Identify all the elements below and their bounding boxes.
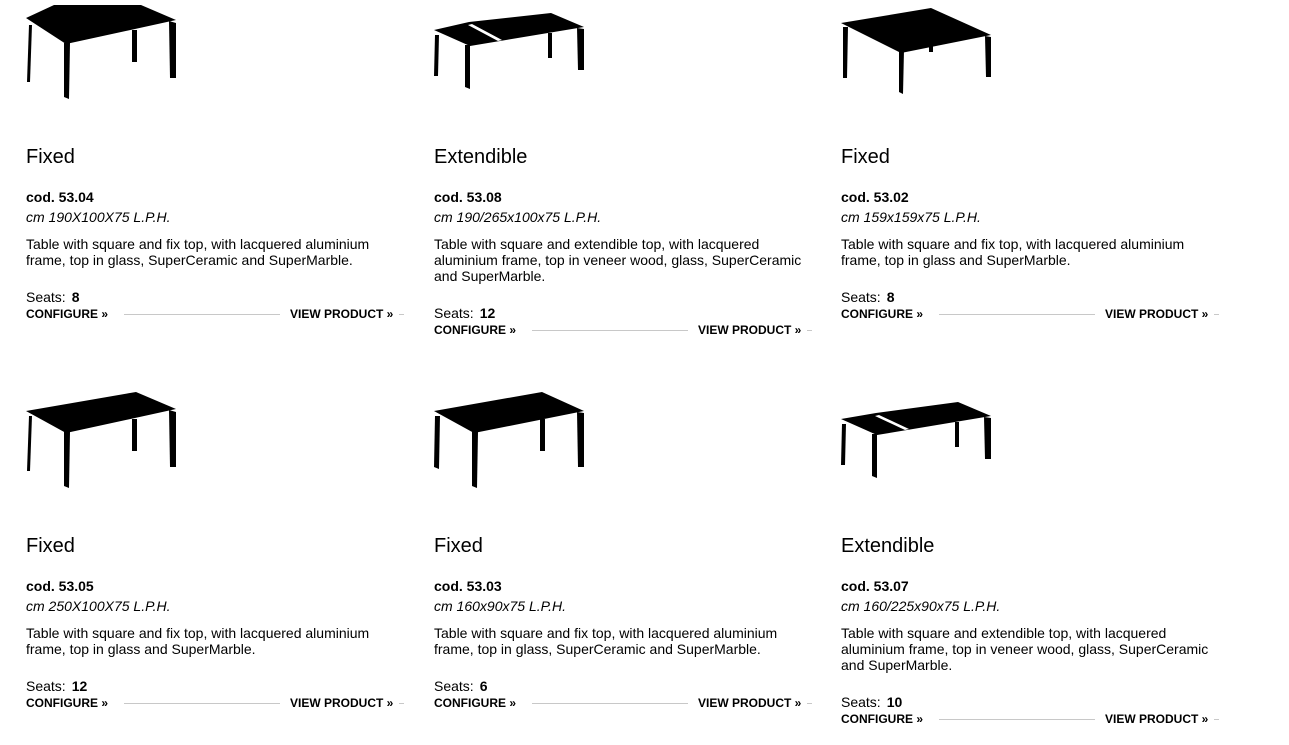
configure-link[interactable]: CONFIGURE » bbox=[26, 696, 109, 710]
configure-link[interactable]: CONFIGURE » bbox=[434, 323, 517, 337]
product-code: cod. 53.04 bbox=[26, 189, 94, 205]
seats-count: 12 bbox=[479, 305, 496, 321]
product-links bbox=[841, 711, 1221, 727]
seats-label: Seats: bbox=[434, 678, 474, 694]
divider-line bbox=[807, 330, 812, 331]
configure-link[interactable]: CONFIGURE » bbox=[26, 307, 109, 321]
product-description: Table with square and fix top, with lacquered aluminium frame, top in glass, SuperCeramic and SuperMarble. bbox=[434, 625, 778, 657]
product-type: Fixed bbox=[26, 535, 75, 557]
view-product-link[interactable]: VIEW PRODUCT » bbox=[290, 696, 394, 710]
seats-count: 12 bbox=[71, 678, 88, 694]
extendible-table-icon[interactable] bbox=[841, 389, 1001, 489]
divider-line bbox=[939, 314, 1095, 315]
product-type: Fixed bbox=[841, 146, 890, 168]
configure-link[interactable]: CONFIGURE » bbox=[841, 307, 924, 321]
rectangular-table-icon[interactable] bbox=[26, 0, 186, 100]
product-links bbox=[434, 695, 814, 711]
product-dimensions: cm 250X100X75 L.P.H. bbox=[26, 598, 171, 614]
seats-count: 10 bbox=[886, 694, 903, 710]
seats-info bbox=[26, 677, 87, 695]
divider-line bbox=[807, 703, 812, 704]
divider-line bbox=[939, 719, 1095, 720]
seats-info bbox=[841, 693, 902, 711]
product-links bbox=[841, 306, 1221, 322]
extendible-table-icon[interactable] bbox=[434, 0, 594, 100]
seats-label: Seats: bbox=[26, 289, 66, 305]
product-dimensions: cm 190X100X75 L.P.H. bbox=[26, 209, 171, 225]
rectangular-table-icon[interactable] bbox=[26, 389, 186, 489]
seats-label: Seats: bbox=[26, 678, 66, 694]
product-code: cod. 53.05 bbox=[26, 578, 94, 594]
square-table-icon[interactable] bbox=[841, 0, 1001, 100]
product-type: Fixed bbox=[434, 535, 483, 557]
seats-info bbox=[434, 304, 495, 322]
divider-line bbox=[1214, 314, 1219, 315]
product-links bbox=[26, 306, 406, 322]
seats-label: Seats: bbox=[841, 289, 881, 305]
product-description: Table with square and fix top, with lacquered aluminium frame, top in glass and SuperMarble. bbox=[841, 236, 1185, 268]
configure-link[interactable]: CONFIGURE » bbox=[841, 712, 924, 726]
product-type: Extendible bbox=[434, 146, 528, 168]
divider-line bbox=[399, 314, 404, 315]
product-dimensions: cm 160/225x90x75 L.P.H. bbox=[841, 598, 1001, 614]
product-links bbox=[434, 322, 814, 338]
product-description: Table with square and extendible top, with lacquered aluminium frame, top in veneer wood, glass, SuperCeramic and SuperMarble. bbox=[841, 625, 1209, 673]
divider-line bbox=[399, 703, 404, 704]
view-product-link[interactable]: VIEW PRODUCT » bbox=[1105, 712, 1209, 726]
seats-label: Seats: bbox=[434, 305, 474, 321]
rectangular-table-icon[interactable] bbox=[434, 389, 594, 489]
product-links bbox=[26, 695, 406, 711]
view-product-link[interactable]: VIEW PRODUCT » bbox=[698, 696, 802, 710]
product-description: Table with square and fix top, with lacquered aluminium frame, top in glass, SuperCeramic and SuperMarble. bbox=[26, 236, 370, 268]
product-dimensions: cm 190/265x100x75 L.P.H. bbox=[434, 209, 602, 225]
divider-line bbox=[532, 330, 688, 331]
divider-line bbox=[124, 314, 280, 315]
seats-label: Seats: bbox=[841, 694, 881, 710]
seats-count: 8 bbox=[886, 289, 895, 305]
product-description: Table with square and fix top, with lacquered aluminium frame, top in glass and SuperMarble. bbox=[26, 625, 370, 657]
product-dimensions: cm 159x159x75 L.P.H. bbox=[841, 209, 981, 225]
configure-link[interactable]: CONFIGURE » bbox=[434, 696, 517, 710]
product-code: cod. 53.08 bbox=[434, 189, 502, 205]
seats-count: 6 bbox=[479, 678, 488, 694]
product-code: cod. 53.02 bbox=[841, 189, 909, 205]
view-product-link[interactable]: VIEW PRODUCT » bbox=[290, 307, 394, 321]
product-description: Table with square and extendible top, with lacquered aluminium frame, top in veneer wood, glass, SuperCeramic and SuperMarble. bbox=[434, 236, 802, 284]
seats-info bbox=[26, 288, 80, 306]
divider-line bbox=[124, 703, 280, 704]
view-product-link[interactable]: VIEW PRODUCT » bbox=[698, 323, 802, 337]
seats-info bbox=[841, 288, 895, 306]
divider-line bbox=[1214, 719, 1219, 720]
view-product-link[interactable]: VIEW PRODUCT » bbox=[1105, 307, 1209, 321]
product-type: Extendible bbox=[841, 535, 935, 557]
divider-line bbox=[532, 703, 688, 704]
product-code: cod. 53.07 bbox=[841, 578, 909, 594]
seats-count: 8 bbox=[71, 289, 80, 305]
product-type: Fixed bbox=[26, 146, 75, 168]
product-dimensions: cm 160x90x75 L.P.H. bbox=[434, 598, 567, 614]
seats-info bbox=[434, 677, 488, 695]
product-code: cod. 53.03 bbox=[434, 578, 502, 594]
